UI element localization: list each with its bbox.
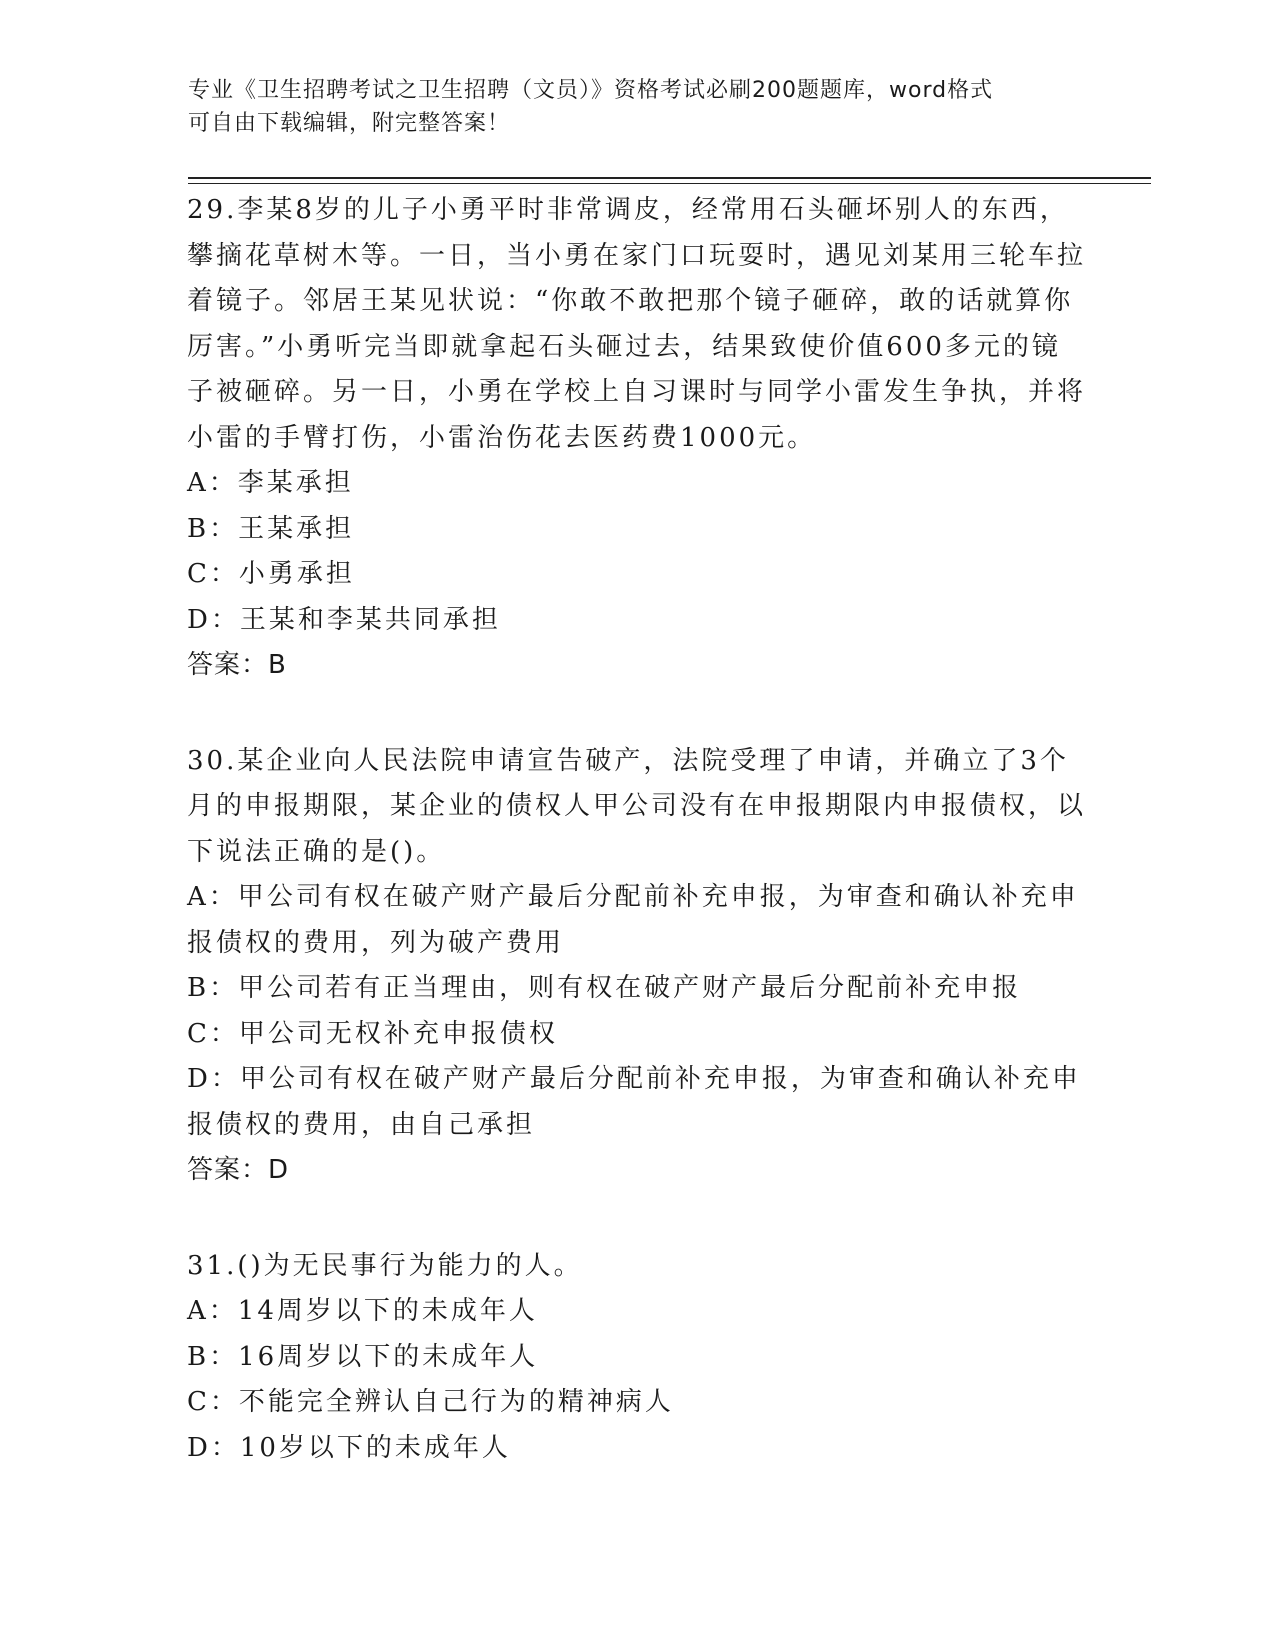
question-31 bbox=[187, 1244, 1087, 1472]
option-a: A：李某承担 bbox=[187, 468, 354, 498]
header-line-1: 专业《卫生招聘考试之卫生招聘（文员）》资格考试必刷200题题库，word格式 bbox=[188, 78, 994, 103]
question-stem: 30.某企业向人民法院申请宣告破产，法院受理了申请，并确立了3个月的申报期限，某企业的债权人甲公司没有在申报期限内申报债权，以下说法正确的是()。 bbox=[187, 745, 1087, 867]
question-spacer bbox=[187, 1194, 1087, 1244]
option-b: B：16周岁以下的未成年人 bbox=[187, 1341, 539, 1372]
option-d: D：甲公司有权在破产财产最后分配前补充申报，为审查和确认补充申报债权的费用，由自己承担 bbox=[187, 1064, 1081, 1140]
option-d: D：10岁以下的未成年人 bbox=[187, 1432, 511, 1463]
header-divider-thin bbox=[188, 183, 1151, 184]
question-stem: 31.()为无民事行为能力的人。 bbox=[187, 1250, 583, 1281]
answer-label: 答案：B bbox=[187, 650, 287, 680]
option-c: C：甲公司无权补充申报债权 bbox=[187, 1018, 558, 1049]
option-c: C：不能完全辨认自己行为的精神病人 bbox=[187, 1387, 674, 1417]
question-29 bbox=[187, 188, 1087, 689]
document-header bbox=[188, 74, 1068, 140]
question-list bbox=[187, 188, 1087, 1471]
option-a: A：14周岁以下的未成年人 bbox=[187, 1296, 538, 1326]
option-b: B：甲公司若有正当理由，则有权在破产财产最后分配前补充申报 bbox=[187, 973, 1022, 1003]
option-b: B：王某承担 bbox=[187, 513, 355, 544]
question-stem: 29.李某8岁的儿子小勇平时非常调皮，经常用石头砸坏别人的东西，攀摘花草树木等。一日，当小勇在家门口玩耍时，遇见刘某用三轮车拉着镜子。邻居王某见状说：“你敢不敢把那个镜子砸碎，敢的话就算你厉害。”小勇听完当即就拿起石头砸过去，结果致使价值600多元的镜子被砸碎。另一日，小勇在学校上自习课时与同学小雷发生争执，并将小雷的手臂打伤，小雷治伤花去医药费1000元。 bbox=[187, 195, 1087, 453]
header-divider-thick bbox=[188, 177, 1151, 179]
option-c: C：小勇承担 bbox=[187, 559, 355, 589]
option-a: A：甲公司有权在破产财产最后分配前补充申报，为审查和确认补充申报债权的费用，列为破产费用 bbox=[187, 882, 1079, 958]
question-30 bbox=[187, 739, 1087, 1194]
question-spacer bbox=[187, 689, 1087, 739]
answer-label: 答案：D bbox=[187, 1155, 290, 1185]
header-line-2: 可自由下载编辑，附完整答案！ bbox=[188, 111, 511, 136]
option-d: D：王某和李某共同承担 bbox=[187, 604, 501, 635]
